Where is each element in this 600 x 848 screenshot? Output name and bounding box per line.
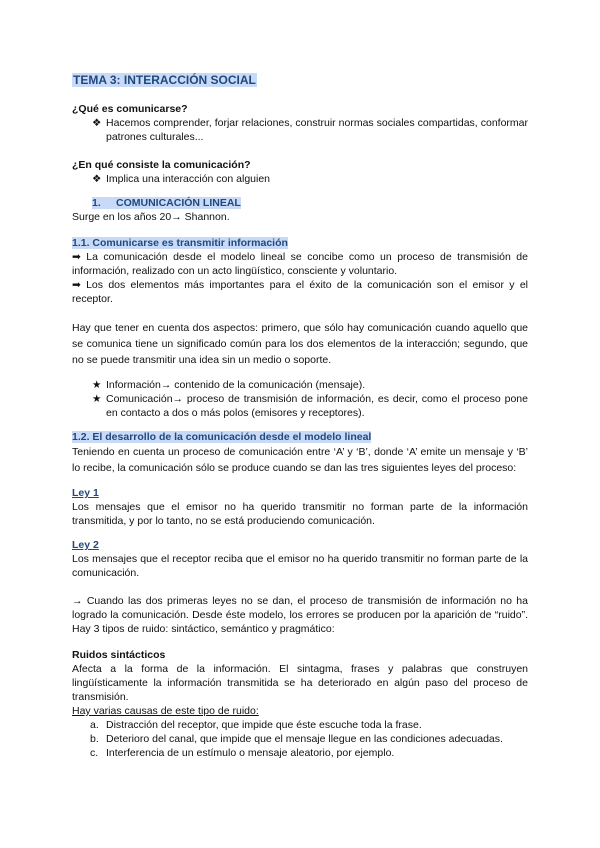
q2-answer-text: Implica una interacción con alguien [106, 173, 271, 185]
s12-intro: Teniendo en cuenta un proceso de comunicación entre ‘A’ y ‘B’, donde ‘A’ emite un mensaje y ‘B’ lo recibe, la comunicación sólo se produce cuando se dan las tres siguientes leyes del proceso: [72, 446, 528, 474]
diamond-bullet-icon: ❖ [92, 117, 102, 129]
cause-item-c [72, 746, 528, 760]
section-1-1-heading [72, 236, 528, 250]
section-1-number: 1. [92, 197, 101, 209]
ruidos-causes-list [72, 718, 528, 760]
s11-star-list [72, 378, 528, 420]
question-what-is-communicate: ¿Qué es comunicarse? [72, 103, 188, 115]
diamond-bullet-icon: ❖ [92, 173, 102, 185]
q1-answer-list [72, 116, 528, 144]
ley-2-text: Los mensajes que el receptor reciba que el emisor no ha querido transmitir no forman parte de la comunicación. [72, 553, 528, 579]
cause-text: Deterioro del canal, que impide que el mensaje llegue en las condiciones adecuadas. [106, 733, 503, 745]
star-bullet-icon: ★ [92, 393, 102, 405]
section-1-title: COMUNICACIÓN LINEAL [116, 197, 241, 209]
ruidos-sintacticos-heading: Ruidos sintácticos [72, 649, 166, 661]
cause-text: Distracción del receptor, que impide que éste escuche toda la frase. [106, 719, 422, 731]
section-1-heading [72, 196, 528, 210]
section-1-intro: Surge en los años 20→ Shannon. [72, 211, 230, 223]
ley-2-heading: Ley 2 [72, 539, 99, 551]
q1-answer-item [72, 116, 528, 144]
section-1-2-title: 1.2. El desarrollo de la comunicación desde el modelo lineal [72, 431, 372, 443]
star-item-comunicacion [72, 392, 528, 420]
star-bullet-icon: ★ [92, 379, 102, 391]
star-item-2-text: Comunicación→ proceso de transmisión de información, es decir, como el proceso pone en contacto a dos o más polos (emisores y receptores). [106, 393, 528, 419]
cause-item-b [72, 732, 528, 746]
cause-item-a [72, 718, 528, 732]
s11-paragraph-3: Hay que tener en cuenta dos aspectos: primero, que sólo hay comunicación cuando aquello que se comunica tiene un significado común para los dos elementos de la interacción; segundo, que no se puede transmitir una idea sin un medio o soporte. [72, 322, 528, 366]
q2-answer-list [72, 172, 528, 186]
ley-1-heading: Ley 1 [72, 487, 99, 499]
section-1-1-title: 1.1. Comunicarse es transmitir información [72, 237, 288, 249]
ruidos-sintacticos-text: Afecta a la forma de la información. El sintagma, frases y palabras que construyen lingüísticamente la información transmitida se ha deteriorado en algún paso del proceso de transmisión. [72, 663, 528, 703]
s11-paragraph-1: ➡ La comunicación desde el modelo lineal se concibe como un proceso de transmisión de información, realizado con un acto lingüístico, consciente y voluntario. [72, 251, 528, 277]
star-item-informacion [72, 378, 528, 392]
q1-answer-text: Hacemos comprender, forjar relaciones, construir normas sociales compartidas, conformar patrones culturales... [106, 117, 528, 143]
question-what-is-communication: ¿En qué consiste la comunicación? [72, 159, 251, 171]
s12-conclusion: → Cuando las dos primeras leyes no se dan, el proceso de transmisión de información no ha logrado la comunicación. Desde éste modelo, los errores se producen por la aparición de “ruido”. Hay 3 tipos de ruido: sintáctico, semántico y pragmático: [72, 595, 528, 635]
ley-1-text: Los mensajes que el emisor no ha querido transmitir no forman parte de la información transmitida, y por lo tanto, no se está produciendo comunicación. [72, 501, 528, 527]
cause-text: Interferencia de un estímulo o mensaje aleatorio, por ejemplo. [106, 747, 395, 759]
cause-letter: c. [90, 747, 99, 759]
section-1-2-heading [72, 430, 528, 444]
cause-letter: a. [90, 719, 99, 731]
document-title [72, 72, 528, 88]
q2-answer-item [72, 172, 528, 186]
star-item-1-text: Información→ contenido de la comunicación (mensaje). [106, 379, 366, 391]
cause-letter: b. [90, 733, 99, 745]
document-page [72, 72, 528, 760]
ruidos-causes-label: Hay varias causas de este tipo de ruido: [72, 705, 259, 717]
document-title-text: TEMA 3: INTERACCIÓN SOCIAL [73, 73, 256, 87]
s11-paragraph-2: ➡ Los dos elementos más importantes para el éxito de la comunicación son el emisor y el receptor. [72, 279, 528, 305]
